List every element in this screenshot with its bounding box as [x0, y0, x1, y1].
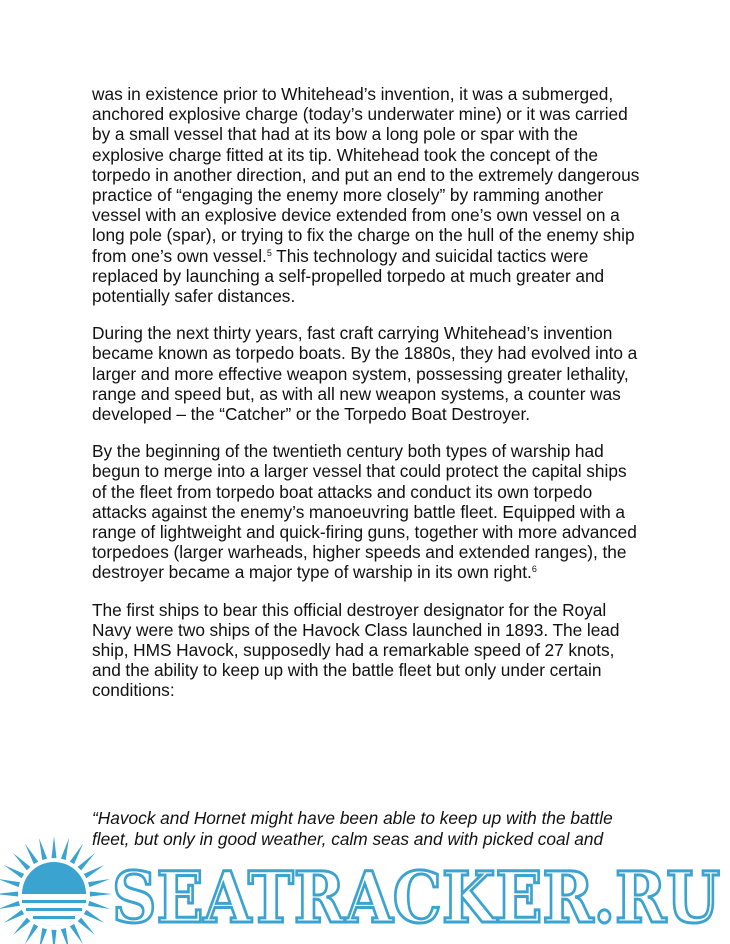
footnote-ref-6[interactable]: 6 [531, 564, 537, 575]
sun-ray [0, 879, 20, 887]
sun-ray [84, 865, 104, 878]
paragraph-3 [92, 441, 640, 582]
watermark-text: SEATRACKER.RU [112, 856, 720, 939]
sun-ray [90, 891, 112, 896]
paragraph-3-text: By the beginning of the twentieth century both types of warship had begun to merge into a larger vessel that could protect the capital ships of the fleet from torpedo boat attacks and conduct its own torpedo attacks against the enemy’s manoeuvring battle fleet. Equipped with a range of lightweight and quick-firing guns, together with more advanced torpedoes (larger warheads, higher speeds and extended ranges), the destroyer became a major type of warship in its own right. [92, 441, 637, 583]
sun-ray [25, 844, 38, 864]
sun-ray [13, 918, 30, 935]
paragraph-1-continuation: This technology and suicidal tactics were replaced by launching a self-propelled torpedo at much greater and potentially safer distances. [92, 245, 605, 307]
sun-ray [39, 838, 47, 860]
sun-ray [70, 924, 83, 944]
sun-ray [4, 910, 24, 923]
body-text [92, 84, 640, 718]
sun-ray [13, 853, 30, 870]
footnote-ref-5[interactable]: 5 [266, 247, 272, 258]
sun-ray [88, 901, 110, 909]
paragraph-1 [92, 84, 640, 306]
paragraph-1-text: was in existence prior to Whitehead’s invention, it was a submerged, anchored explosive charge (today’s underwater mine) or it was carried by a small vessel that had at its bow a long pole or spar with the explosive charge fitted at its tip. Whitehead took the concept of the torpedo in another direction, and put an end to the extremely dangerous practice of “engaging the enemy more closely” by ramming another vessel with an explosive device extended from one’s own vessel on a long pole (spar), or trying to fix the charge on the hull of the enemy ship from one’s own vessel. [92, 84, 640, 266]
paragraph-2: During the next thirty years, fast craft carrying Whitehead’s invention became known as torpedo boats. By the 1880s, they had evolved into a larger and more effective weapon system, possessing greater lethality, range and speed but, as with all new weapon systems, a counter was developed – the “Catcher” or the Torpedo Boat Destroyer. [92, 323, 638, 425]
sun-ray [84, 910, 104, 923]
watermark [0, 834, 730, 944]
sun-ray [70, 844, 83, 864]
sun-ray [0, 901, 20, 909]
sun-ray [0, 891, 18, 896]
sun-icon [0, 836, 112, 944]
sun-ray [88, 879, 110, 887]
paragraph-4: The first ships to bear this official destroyer designator for the Royal Navy were two ships of the Havock Class launched in 1893. The lead ship, HMS Havock, supposedly had a remarkable speed of 27 knots, and the ability to keep up with the battle fleet but only under certain conditions: [92, 599, 620, 701]
sun-ray [51, 930, 56, 944]
sun-ray [78, 918, 95, 935]
block-quote: “Havock and Hornet might have been able to keep up with the battle fleet, but only in good weather, calm seas and with picked coal and [92, 808, 613, 849]
sun-ray [61, 838, 69, 860]
sun-ray [61, 928, 69, 944]
sun-ray [51, 836, 56, 858]
sun-ray [78, 853, 95, 870]
sun-ray [39, 928, 47, 944]
sun-ray [25, 924, 38, 944]
sun-ray [4, 865, 24, 878]
